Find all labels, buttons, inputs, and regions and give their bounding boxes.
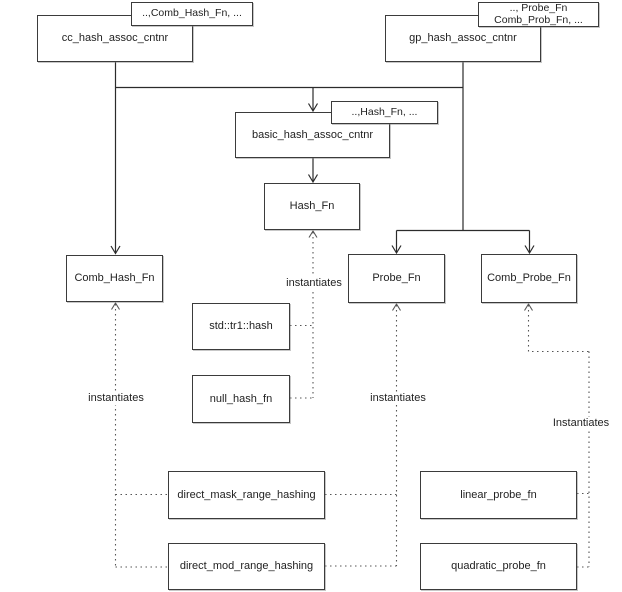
node-std-tr1-hash: [192, 303, 290, 350]
node-label: linear_probe_fn: [460, 488, 537, 501]
node-label: Probe_Fn: [372, 272, 421, 284]
param-box-cc: [131, 2, 253, 26]
node-label: basic_hash_assoc_cntnr: [251, 128, 374, 141]
dotted-arrowheads: [112, 231, 533, 311]
node-label: cc_hash_assoc_cntnr: [61, 32, 169, 44]
node-quadratic-probe-fn: [420, 543, 577, 590]
node-label: Comb_Probe_Fn: [487, 272, 571, 284]
edge-probe-instantiates: [325, 305, 397, 566]
node-label: quadratic_probe_fn: [451, 560, 546, 572]
node-label: null_hash_fn: [209, 392, 273, 405]
edge-label-comb-probe-instantiates: Instantiates: [549, 417, 613, 430]
edge-comb-probe-instantiates: [529, 305, 590, 567]
node-label: direct_mod_range_hashing: [179, 560, 314, 572]
node-label: std::tr1::hash: [209, 320, 273, 332]
edge-hash-instantiates: [290, 232, 313, 398]
arrowhead-up-icon: [309, 231, 317, 238]
edge-label-hash-instantiates: instantiates: [282, 277, 346, 290]
node-null-hash-fn: [192, 375, 290, 423]
node-direct-mod-range-hashing: [168, 543, 325, 590]
node-label: Comb_Hash_Fn: [74, 272, 155, 284]
param-box-basic: [331, 101, 438, 124]
node-probe-fn: [348, 254, 445, 303]
param-label-line1: .., Probe_Fn: [509, 2, 568, 14]
param-box-gp: [478, 2, 599, 27]
param-label: ..,Comb_Hash_Fn, ...: [142, 7, 242, 20]
param-label-line2: Comb_Prob_Fn, ...: [494, 13, 583, 26]
node-label: direct_mask_range_hashing: [177, 488, 316, 501]
param-label: ..,Hash_Fn, ...: [351, 105, 418, 118]
node-label: Hash_Fn: [289, 200, 335, 212]
arrowhead-up-icon: [525, 304, 533, 311]
node-comb-hash-fn: [66, 255, 163, 302]
node-linear-probe-fn: [420, 471, 577, 519]
node-label: gp_hash_assoc_cntnr: [409, 32, 517, 44]
arrowhead-up-icon: [112, 303, 120, 310]
edge-label-probe-instantiates: instantiates: [366, 392, 430, 405]
arrowhead-up-icon: [393, 304, 401, 311]
node-hash-fn: [264, 183, 360, 230]
edge-comb-hash-instantiates: [116, 304, 169, 567]
edge-label-comb-hash-instantiates: instantiates: [85, 392, 147, 405]
node-comb-probe-fn: [481, 254, 577, 303]
node-direct-mask-range-hashing: [168, 471, 325, 519]
